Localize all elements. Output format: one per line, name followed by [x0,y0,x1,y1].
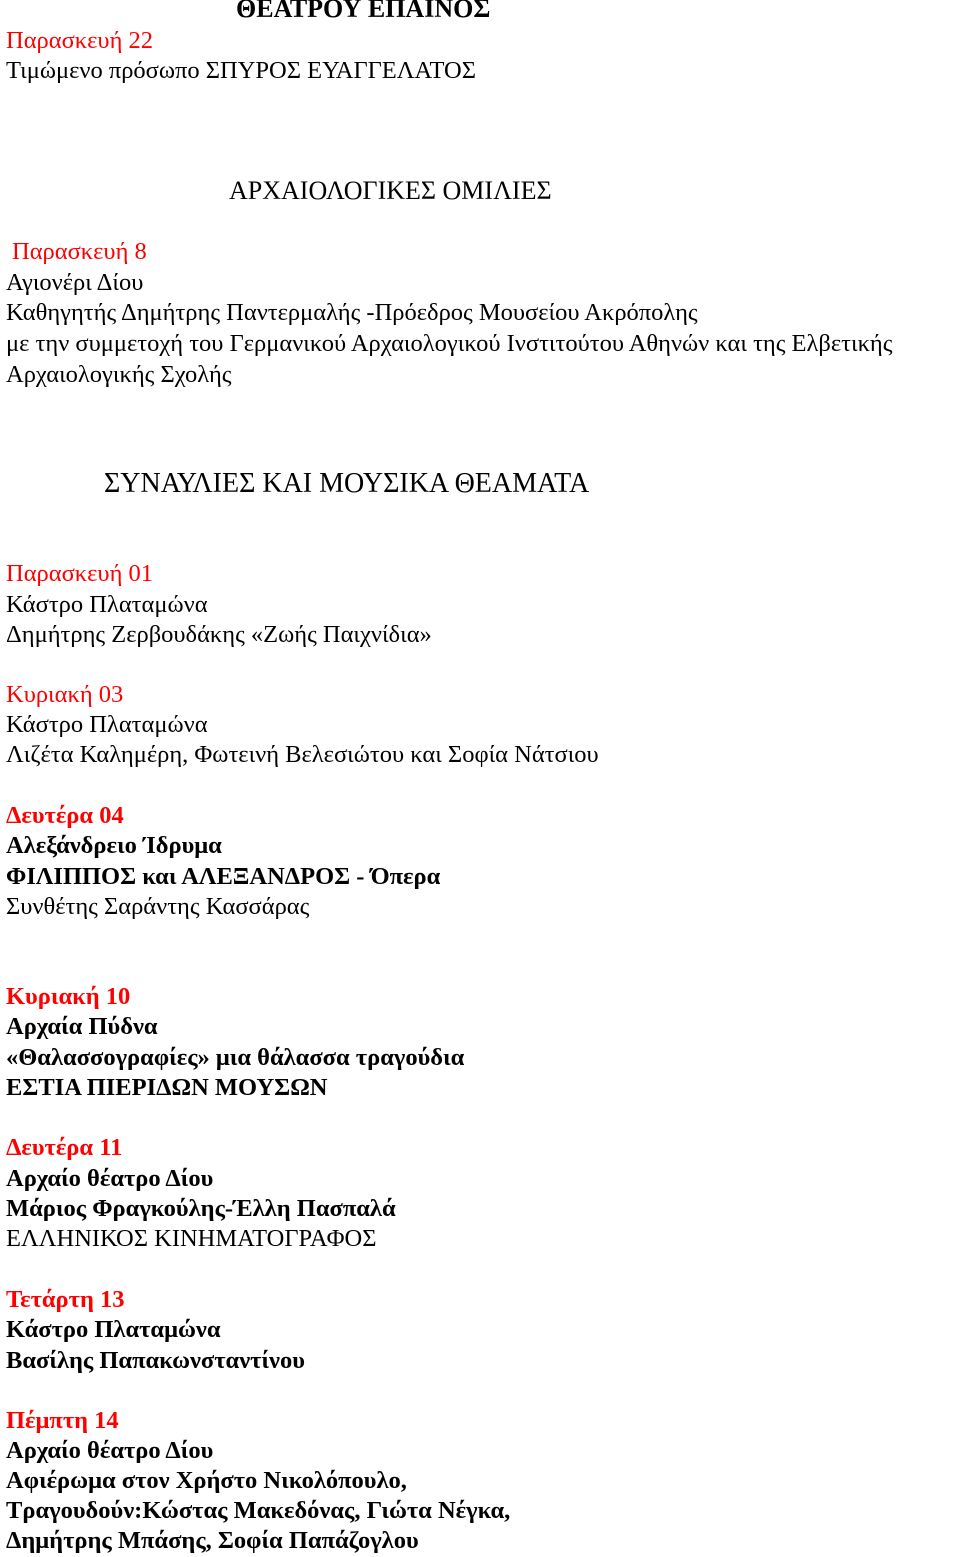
event-description: Τιμώμενο πρόσωπο ΣΠΥΡΟΣ ΕΥΑΓΓΕΛΑΤΟΣ [6,57,476,84]
event-venue: Κάστρο Πλαταμώνα [6,1316,221,1343]
event-venue: Αρχαίο θέατρο Δίου [6,1437,214,1464]
event-date: Κυριακή 10 [6,983,131,1010]
event-venue: Αρχαίο θέατρο Δίου [6,1165,214,1192]
event-description: Αρχαιολογικής Σχολής [6,361,232,388]
event-date: Δευτέρα 04 [6,802,124,829]
event-description: ΦΙΛΙΠΠΟΣ και ΑΛΕΞΑΝΔΡΟΣ - Όπερα [6,863,441,890]
event-venue: Αρχαία Πύδνα [6,1013,158,1040]
event-description: Συνθέτης Σαράντης Κασσάρας [6,893,310,920]
section-heading-archaeology: ΑΡΧΑΙΟΛΟΓΙΚΕΣ ΟΜΙΛΙΕΣ [229,176,552,205]
event-description: Βασίλης Παπακωνσταντίνου [6,1347,305,1374]
event-description: Μάριος Φραγκούλης-Έλλη Πασπαλά [6,1195,396,1222]
event-date: Τετάρτη 13 [6,1286,125,1313]
event-description: Δημήτρης Ζερβουδάκης «Ζωής Παιχνίδια» [6,621,432,648]
event-description: «Θαλασσογραφίες» μια θάλασσα τραγούδια [6,1044,465,1071]
event-date: Κυριακή 03 [6,681,124,708]
event-speaker: Καθηγητής Δημήτρης Παντερμαλής -Πρόεδρος Μουσείου Ακρόπολης [6,299,698,326]
event-description: Δημήτρης Μπάσης, Σοφία Παπάζογλου [6,1527,419,1554]
section-heading-theatre: ΘΕΑΤΡΟΥ ΕΠΑΙΝΟΣ [236,0,491,23]
event-date: Παρασκευή 01 [6,560,153,587]
event-date: Παρασκευή 22 [6,27,153,54]
event-description: Λιζέτα Καλημέρη, Φωτεινή Βελεσιώτου και Σοφία Νάτσιου [6,741,599,768]
event-venue: Αλεξάνδρειο Ίδρυμα [6,832,222,859]
event-description: ΕΛΛΗΝΙΚΟΣ ΚΙΝΗΜΑΤΟΓΡΑΦΟΣ [6,1225,377,1252]
event-venue: Κάστρο Πλαταμώνα [6,591,208,618]
event-venue: Κάστρο Πλαταμώνα [6,711,208,738]
section-heading-concerts: ΣΥΝΑΥΛΙΕΣ ΚΑΙ ΜΟΥΣΙΚΑ ΘΕΑΜΑΤΑ [104,468,590,499]
event-description: ΕΣΤΙΑ ΠΙΕΡΙΔΩΝ ΜΟΥΣΩΝ [6,1074,328,1101]
event-description: Τραγουδούν:Κώστας Μακεδόνας, Γιώτα Νέγκα, [6,1497,511,1524]
event-venue: Αγιονέρι Δίου [6,269,144,296]
event-description: με την συμμετοχή του Γερμανικού Αρχαιολογικού Ινστιτούτου Αθηνών και της Ελβετικής [6,330,893,357]
event-date: Παρασκευή 8 [12,238,147,265]
event-date: Πέμπτη 14 [6,1407,119,1434]
event-date: Δευτέρα 11 [6,1134,123,1161]
event-description: Αφιέρωμα στον Χρήστο Νικολόπουλο, [6,1467,407,1494]
